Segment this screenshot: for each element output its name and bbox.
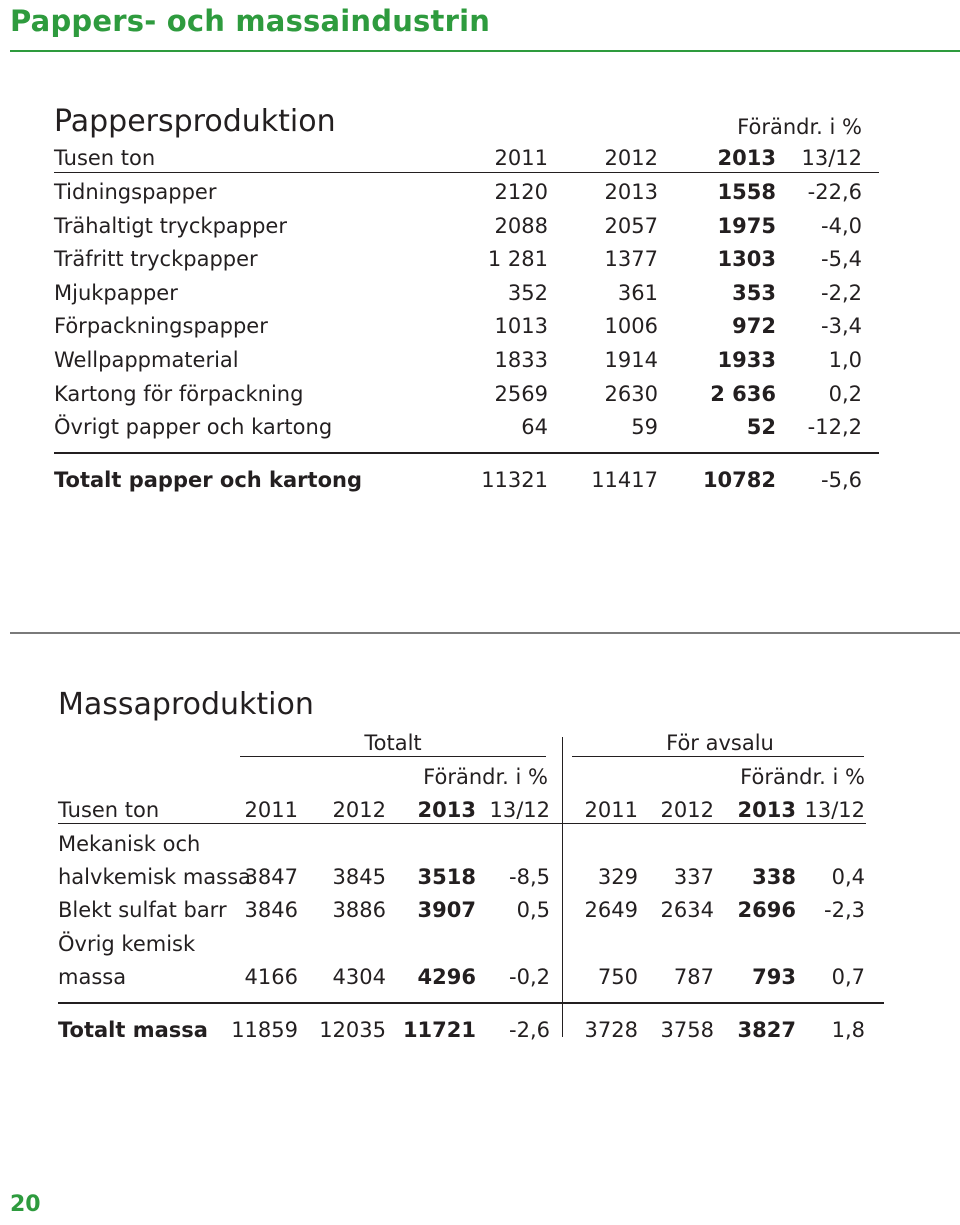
paper-total-2012: 11417 [591,468,658,492]
pulp-total-change-label: Förändr. i % [423,765,548,789]
paper-row-2011: 2120 [494,180,548,204]
pulp-total-col-2013: 2013 [417,798,476,822]
pulp-total-s2012: 3758 [660,1018,714,1042]
paper-row-change: -12,2 [807,415,862,440]
paper-row-2013: 1303 [717,247,776,272]
paper-row-2013: 52 [746,415,776,440]
paper-row-2012: 2630 [604,381,658,406]
paper-row-label: Träfritt tryckpapper [54,247,258,272]
pulp-total-tchg: -2,6 [509,1018,550,1042]
pulp-sale-col-2012: 2012 [660,798,714,822]
pulp-total-label: Totalt massa [58,1018,208,1042]
pulp-row-tchg: -0,2 [509,965,550,989]
paper-row-2011: 2088 [494,213,548,238]
paper-col-2013: 2013 [717,146,776,170]
paper-row-2011: 1 281 [487,247,548,272]
paper-row-2012: 1006 [604,314,658,339]
paper-row-label: Övrigt papper och kartong [54,415,333,440]
pulp-group-total-rule [240,756,546,757]
paper-change-label: Förändr. i % [737,115,862,139]
pulp-group-sale-rule [572,756,864,757]
paper-row-change: -5,4 [821,247,862,272]
paper-row-label: Trähaltigt tryckpapper [54,213,287,238]
paper-row-2011: 2569 [494,381,548,406]
paper-row-label: Wellpappmaterial [54,348,239,372]
pulp-row-label-line1: Övrig kemisk [58,932,196,956]
pulp-total-t2012: 12035 [319,1018,386,1042]
pulp-row-s2012: 787 [673,965,714,989]
paper-row-label: Förpackningspapper [54,314,268,339]
paper-row-2012: 361 [617,280,658,305]
pulp-total-t2011: 11859 [231,1018,298,1042]
section-divider [10,632,960,634]
paper-total-label: Totalt papper och kartong [54,468,362,492]
pulp-total-rule [58,1002,884,1004]
paper-row-2011: 1013 [494,314,548,339]
paper-col-change: 13/12 [801,146,862,170]
pulp-row-tchg: 0,5 [516,898,550,922]
pulp-row-s2011: 329 [597,865,638,889]
paper-row-2011: 1833 [494,348,548,372]
paper-row-2012: 2013 [604,180,658,204]
pulp-sale-change-label: Förändr. i % [740,765,865,789]
pulp-row-s2013: 2696 [737,898,796,922]
pulp-row-s2011: 2649 [584,898,638,922]
paper-row-label: Tidningspapper [54,180,217,204]
pulp-total-col-2012: 2012 [332,798,386,822]
pulp-row-t2012: 3845 [332,865,386,889]
paper-row-change: -3,4 [821,314,862,339]
pulp-row-label: massa [58,965,127,989]
paper-row-2012: 1377 [604,247,658,272]
pulp-row-t2013: 3518 [417,865,476,889]
header-divider [10,50,960,52]
paper-total-change: -5,6 [821,468,862,492]
page-number: 20 [10,1192,41,1217]
pulp-unit-label: Tusen ton [58,798,160,822]
pulp-total-t2013: 11721 [402,1018,476,1042]
paper-row-2013: 353 [732,280,776,305]
pulp-row-t2012: 3886 [332,898,386,922]
paper-row-label: Kartong för förpackning [54,381,304,406]
pulp-section-title: Massaproduktion [58,687,314,722]
pulp-row-tchg: -8,5 [509,865,550,889]
pulp-total-col-2011: 2011 [244,798,298,822]
paper-row-2013: 1933 [717,348,776,372]
paper-row-2012: 59 [631,415,658,440]
pulp-row-t2013: 3907 [417,898,476,922]
pulp-row-t2011: 3846 [244,898,298,922]
paper-row-2013: 2 636 [710,381,776,406]
pulp-total-col-change: 13/12 [489,798,550,822]
paper-total-2011: 11321 [481,468,548,492]
paper-row-change: -22,6 [807,180,862,204]
page-header-title: Pappers- och massaindustrin [10,4,491,38]
pulp-row-s2011: 750 [597,965,638,989]
paper-row-change: 0,2 [828,381,862,406]
paper-header-rule [54,172,879,173]
pulp-row-label: halvkemisk massa [58,865,251,889]
paper-col-2011: 2011 [494,146,548,170]
paper-row-change: 1,0 [828,348,862,372]
paper-row-2012: 2057 [604,213,658,238]
pulp-row-s2012: 337 [673,865,714,889]
pulp-sale-col-2013: 2013 [737,798,796,822]
pulp-row-t2011: 4166 [244,965,298,989]
pulp-group-total: Totalt [364,731,422,755]
pulp-row-s2012: 2634 [660,898,714,922]
paper-row-2011: 64 [521,415,548,440]
pulp-row-label: Blekt sulfat barr [58,898,227,922]
pulp-header-rule [58,823,866,824]
paper-row-2013: 1975 [717,213,776,238]
paper-row-2012: 1914 [604,348,658,372]
pulp-sale-col-change: 13/12 [804,798,865,822]
paper-row-change: -2,2 [821,280,862,305]
paper-section-title: Pappersproduktion [54,104,336,139]
pulp-total-s2011: 3728 [584,1018,638,1042]
paper-row-2013: 1558 [717,180,776,204]
pulp-total-s2013: 3827 [737,1018,796,1042]
pulp-row-t2013: 4296 [417,965,476,989]
pulp-row-label-line1: Mekanisk och [58,832,201,856]
paper-col-2012: 2012 [604,146,658,170]
pulp-row-t2011: 3847 [244,865,298,889]
pulp-group-sale: För avsalu [666,731,774,755]
paper-total-rule [54,452,879,454]
pulp-row-s2013: 338 [752,865,796,889]
paper-row-label: Mjukpapper [54,280,178,305]
paper-row-change: -4,0 [821,213,862,238]
paper-row-2011: 352 [507,280,548,305]
paper-total-2013: 10782 [702,468,776,492]
pulp-row-schg: 0,7 [831,965,865,989]
pulp-row-s2013: 793 [752,965,796,989]
pulp-row-schg: -2,3 [824,898,865,922]
paper-row-2013: 972 [732,314,776,339]
paper-unit-label: Tusen ton [54,146,156,170]
pulp-column-divider [562,737,563,1037]
pulp-row-t2012: 4304 [332,965,386,989]
pulp-row-schg: 0,4 [831,865,865,889]
pulp-total-schg: 1,8 [831,1018,865,1042]
pulp-sale-col-2011: 2011 [584,798,638,822]
